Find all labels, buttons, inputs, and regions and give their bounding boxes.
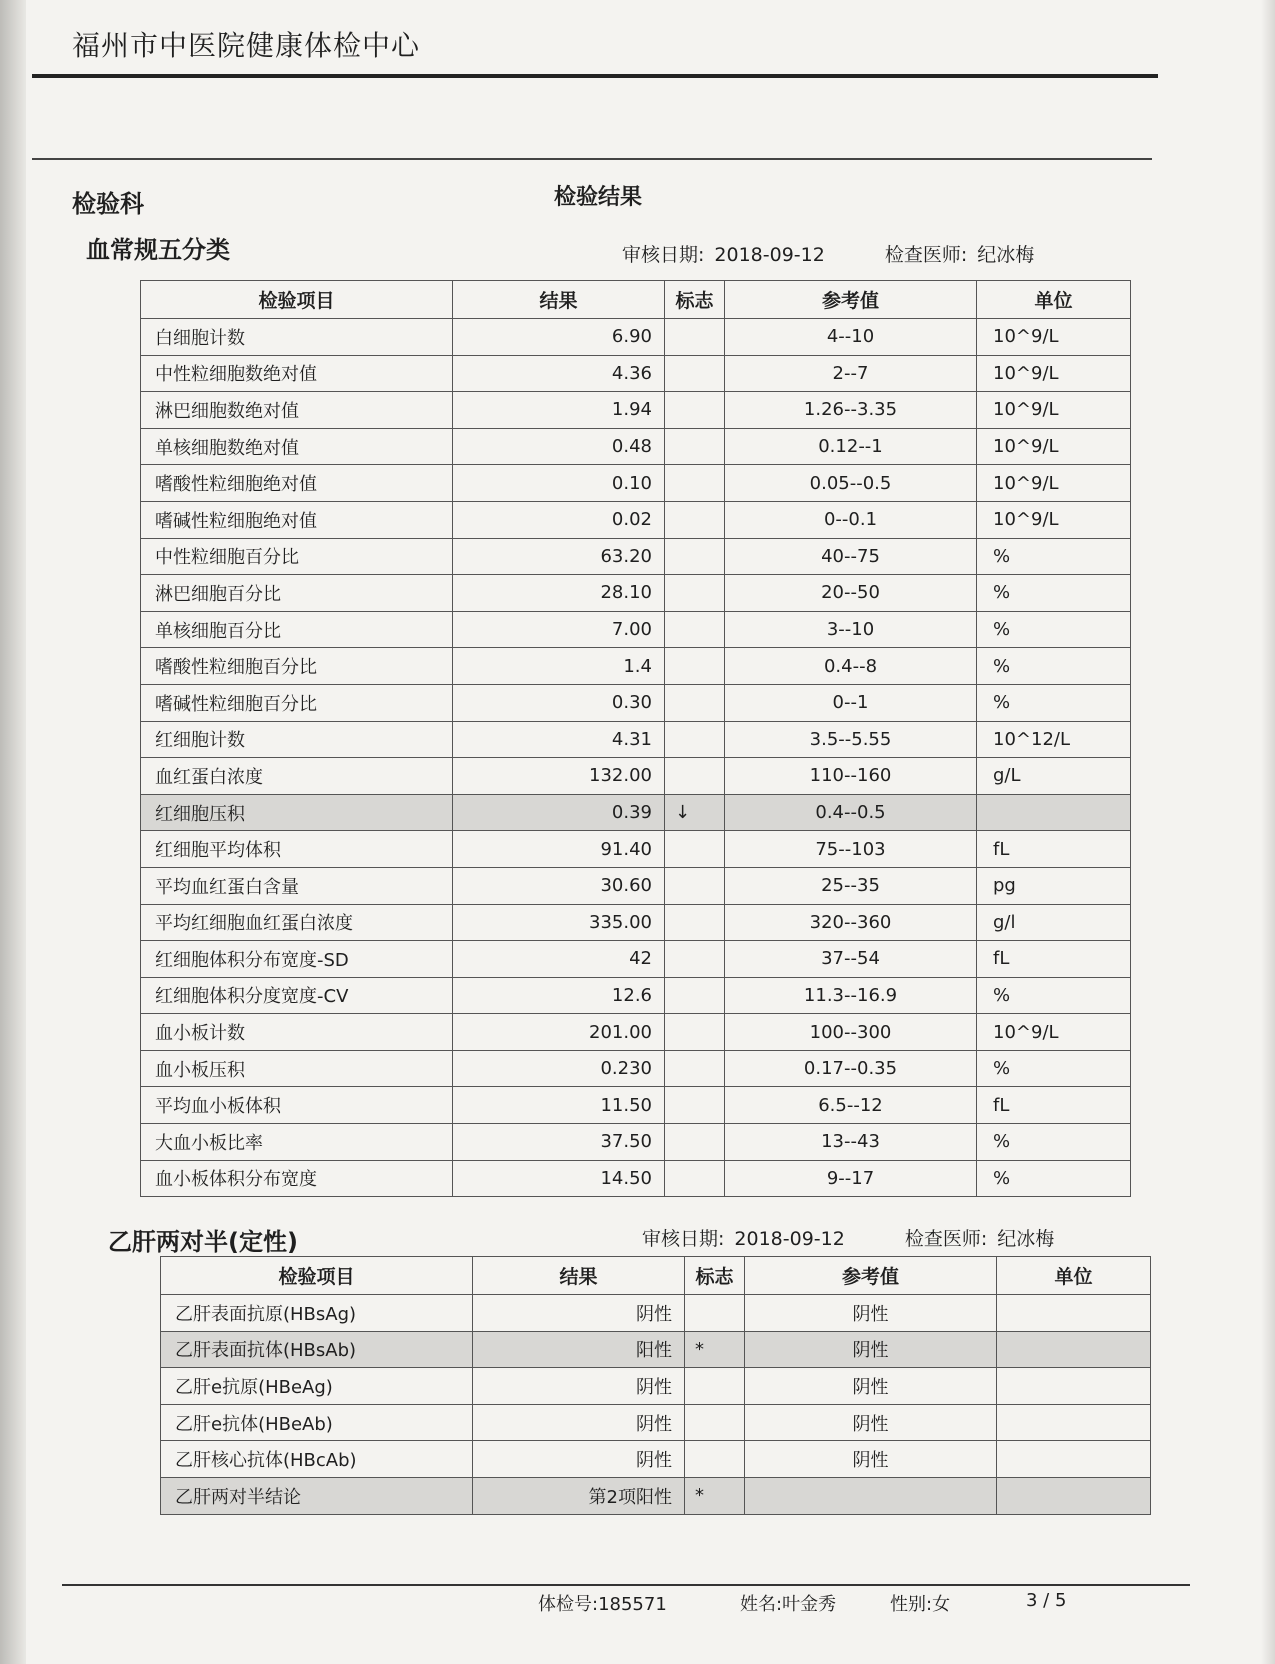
cell-item: 乙肝两对半结论 <box>161 1477 473 1514</box>
review-date-label: 审核日期: <box>622 244 705 266</box>
cell-flag <box>685 1441 745 1478</box>
cell-flag <box>665 392 725 429</box>
col-header-unit: 单位 <box>977 281 1131 319</box>
doctor-name: 纪冰梅 <box>977 244 1035 266</box>
table-row <box>141 575 1131 612</box>
cell-unit: % <box>977 648 1131 685</box>
cell-result: 14.50 <box>453 1160 665 1197</box>
cell-flag <box>665 1014 725 1051</box>
col-header-result: 结果 <box>453 281 665 319</box>
cell-result: 4.31 <box>453 721 665 758</box>
cell-item: 平均血红蛋白含量 <box>141 867 453 904</box>
cell-item: 白细胞计数 <box>141 319 453 356</box>
cell-item: 血小板压积 <box>141 1050 453 1087</box>
cell-result: 阴性 <box>473 1295 685 1332</box>
cell-ref: 110--160 <box>725 758 977 795</box>
hbv-table <box>160 1256 1151 1515</box>
cell-ref: 4--10 <box>725 319 977 356</box>
col-header-item: 检验项目 <box>141 281 453 319</box>
table-row <box>141 1124 1131 1161</box>
cell-item: 单核细胞数绝对值 <box>141 428 453 465</box>
cell-unit: % <box>977 538 1131 575</box>
section-meta-cbc <box>622 240 1034 267</box>
cell-unit: fL <box>977 941 1131 978</box>
review-date-label: 审核日期: <box>642 1228 725 1250</box>
cell-item: 乙肝e抗体(HBeAb) <box>161 1404 473 1441</box>
cell-unit <box>977 794 1131 831</box>
cell-unit: 10^9/L <box>977 465 1131 502</box>
cell-flag <box>685 1295 745 1332</box>
cell-ref: 0.05--0.5 <box>725 465 977 502</box>
cell-unit: % <box>977 575 1131 612</box>
table-row <box>141 721 1131 758</box>
section-meta-hbv <box>642 1224 1054 1251</box>
cell-flag <box>665 648 725 685</box>
footer-rule <box>62 1584 1190 1586</box>
table-row <box>141 1087 1131 1124</box>
footer-exam-no <box>538 1590 667 1616</box>
cell-unit: % <box>977 1124 1131 1161</box>
cell-unit: g/L <box>977 758 1131 795</box>
table-row <box>161 1441 1151 1478</box>
table-row <box>141 392 1131 429</box>
col-header-item: 检验项目 <box>161 1257 473 1295</box>
table-row <box>141 977 1131 1014</box>
cell-unit <box>997 1404 1151 1441</box>
hbv-table-body <box>161 1295 1151 1515</box>
table-row <box>141 428 1131 465</box>
cell-unit: % <box>977 684 1131 721</box>
cell-unit: 10^9/L <box>977 428 1131 465</box>
cell-item: 单核细胞百分比 <box>141 611 453 648</box>
table-row <box>141 1014 1131 1051</box>
table-row <box>141 758 1131 795</box>
section-title-cbc: 血常规五分类 <box>86 236 230 264</box>
exam-no-label: 体检号: <box>538 1594 599 1615</box>
cell-item: 嗜碱性粒细胞绝对值 <box>141 501 453 538</box>
cell-flag <box>665 941 725 978</box>
cell-flag <box>665 319 725 356</box>
cell-ref: 11.3--16.9 <box>725 977 977 1014</box>
cell-flag <box>665 867 725 904</box>
col-header-reference: 参考值 <box>725 281 977 319</box>
cell-ref: 0--0.1 <box>725 501 977 538</box>
cell-result: 阳性 <box>473 1331 685 1368</box>
cell-item: 乙肝核心抗体(HBcAb) <box>161 1441 473 1478</box>
cell-flag <box>665 831 725 868</box>
cell-ref: 0--1 <box>725 684 977 721</box>
cell-result: 11.50 <box>453 1087 665 1124</box>
cell-item: 乙肝表面抗原(HBsAg) <box>161 1295 473 1332</box>
cell-unit: 10^9/L <box>977 392 1131 429</box>
table-row <box>141 831 1131 868</box>
table-row <box>141 904 1131 941</box>
cell-unit: 10^9/L <box>977 1014 1131 1051</box>
cell-unit <box>997 1441 1151 1478</box>
cell-unit: fL <box>977 1087 1131 1124</box>
gender-label: 性别: <box>890 1594 933 1615</box>
cell-result: 335.00 <box>453 904 665 941</box>
department-label: 检验科 <box>72 190 144 218</box>
cell-result: 201.00 <box>453 1014 665 1051</box>
results-title: 检验结果 <box>554 185 643 210</box>
table-row <box>141 611 1131 648</box>
cell-result: 28.10 <box>453 575 665 612</box>
cell-item: 淋巴细胞数绝对值 <box>141 392 453 429</box>
cell-flag <box>665 1124 725 1161</box>
cell-ref: 0.17--0.35 <box>725 1050 977 1087</box>
cell-ref: 阴性 <box>745 1331 997 1368</box>
cell-item: 嗜酸性粒细胞绝对值 <box>141 465 453 502</box>
page-number: 3 / 5 <box>1026 1590 1067 1611</box>
cell-flag: * <box>685 1331 745 1368</box>
table-row <box>161 1404 1151 1441</box>
cell-ref: 100--300 <box>725 1014 977 1051</box>
cell-result: 12.6 <box>453 977 665 1014</box>
cell-unit <box>997 1477 1151 1514</box>
cell-result: 阴性 <box>473 1441 685 1478</box>
cell-item: 乙肝e抗原(HBeAg) <box>161 1368 473 1405</box>
cell-unit: pg <box>977 867 1131 904</box>
cell-result: 42 <box>453 941 665 978</box>
cell-ref: 20--50 <box>725 575 977 612</box>
table-row <box>141 501 1131 538</box>
cbc-table-body <box>141 319 1131 1197</box>
cell-result: 7.00 <box>453 611 665 648</box>
cell-ref: 3--10 <box>725 611 977 648</box>
cell-result: 0.48 <box>453 428 665 465</box>
col-header-result: 结果 <box>473 1257 685 1295</box>
col-header-flag: 标志 <box>685 1257 745 1295</box>
cell-result: 第2项阳性 <box>473 1477 685 1514</box>
table-row <box>141 941 1131 978</box>
table-row <box>141 319 1131 356</box>
cell-ref: 0.4--0.5 <box>725 794 977 831</box>
doctor-label: 检查医师: <box>904 1228 988 1250</box>
cell-item: 中性粒细胞数绝对值 <box>141 355 453 392</box>
cbc-table <box>140 280 1131 1197</box>
cell-result: 6.90 <box>453 319 665 356</box>
cell-result: 阴性 <box>473 1368 685 1405</box>
col-header-flag: 标志 <box>665 281 725 319</box>
cell-ref: 1.26--3.35 <box>725 392 977 429</box>
name-label: 姓名: <box>740 1594 783 1615</box>
section-title-hbv: 乙肝两对半(定性) <box>108 1228 298 1256</box>
table-row <box>141 1160 1131 1197</box>
cell-flag <box>665 355 725 392</box>
cell-flag <box>665 684 725 721</box>
review-date: 2018-09-12 <box>734 1228 845 1250</box>
cell-ref: 3.5--5.55 <box>725 721 977 758</box>
cell-unit: g/l <box>977 904 1131 941</box>
cell-flag <box>665 904 725 941</box>
table-row <box>141 867 1131 904</box>
cell-flag <box>665 501 725 538</box>
cell-flag <box>665 721 725 758</box>
cell-unit: % <box>977 611 1131 648</box>
cell-unit: % <box>977 1160 1131 1197</box>
cell-ref: 320--360 <box>725 904 977 941</box>
table-header-row <box>161 1257 1151 1295</box>
cell-unit: 10^12/L <box>977 721 1131 758</box>
table-row <box>141 355 1131 392</box>
patient-gender: 女 <box>932 1594 951 1615</box>
cell-result: 91.40 <box>453 831 665 868</box>
cell-ref: 9--17 <box>725 1160 977 1197</box>
cell-item: 血小板体积分布宽度 <box>141 1160 453 1197</box>
cell-flag: * <box>685 1477 745 1514</box>
table-row <box>141 648 1131 685</box>
cell-result: 63.20 <box>453 538 665 575</box>
cell-result: 0.30 <box>453 684 665 721</box>
cell-item: 红细胞计数 <box>141 721 453 758</box>
cell-ref: 75--103 <box>725 831 977 868</box>
cell-item: 大血小板比率 <box>141 1124 453 1161</box>
table-row <box>141 465 1131 502</box>
cell-unit: fL <box>977 831 1131 868</box>
cell-item: 嗜碱性粒细胞百分比 <box>141 684 453 721</box>
table-header-row <box>141 281 1131 319</box>
cell-flag <box>685 1404 745 1441</box>
cell-flag <box>665 1087 725 1124</box>
cell-result: 132.00 <box>453 758 665 795</box>
cell-result: 1.94 <box>453 392 665 429</box>
cell-ref: 40--75 <box>725 538 977 575</box>
header-rule <box>32 74 1158 78</box>
footer-name <box>740 1590 836 1616</box>
cell-result: 阴性 <box>473 1404 685 1441</box>
cell-flag <box>665 538 725 575</box>
cell-ref: 阴性 <box>745 1368 997 1405</box>
table-row <box>141 538 1131 575</box>
cell-ref: 37--54 <box>725 941 977 978</box>
cell-ref <box>745 1477 997 1514</box>
cell-ref: 阴性 <box>745 1295 997 1332</box>
patient-name: 叶金秀 <box>782 1594 837 1615</box>
table-row <box>161 1368 1151 1405</box>
cell-item: 红细胞体积分布宽度-SD <box>141 941 453 978</box>
table-row <box>141 1050 1131 1087</box>
cell-flag <box>665 575 725 612</box>
cell-result: 4.36 <box>453 355 665 392</box>
cell-unit: % <box>977 1050 1131 1087</box>
cell-item: 红细胞体积分度宽度-CV <box>141 977 453 1014</box>
cell-item: 平均血小板体积 <box>141 1087 453 1124</box>
table-row <box>161 1295 1151 1332</box>
cell-ref: 阴性 <box>745 1404 997 1441</box>
book-spine-shadow <box>0 0 26 1664</box>
cell-unit: 10^9/L <box>977 355 1131 392</box>
cell-unit <box>997 1331 1151 1368</box>
cell-ref: 0.4--8 <box>725 648 977 685</box>
table-row <box>161 1331 1151 1368</box>
table-row <box>141 794 1131 831</box>
page-edge-shadow <box>1261 0 1275 1664</box>
cell-flag <box>665 428 725 465</box>
cell-flag <box>665 465 725 502</box>
cell-item: 红细胞压积 <box>141 794 453 831</box>
cell-item: 平均红细胞血红蛋白浓度 <box>141 904 453 941</box>
cell-item: 血红蛋白浓度 <box>141 758 453 795</box>
cell-flag <box>665 1160 725 1197</box>
cell-item: 红细胞平均体积 <box>141 831 453 868</box>
table-row <box>141 684 1131 721</box>
cell-unit: 10^9/L <box>977 501 1131 538</box>
cell-flag <box>685 1368 745 1405</box>
hospital-name: 福州市中医院健康体检中心 <box>72 29 421 62</box>
col-header-reference: 参考值 <box>745 1257 997 1295</box>
cell-result: 30.60 <box>453 867 665 904</box>
cell-ref: 6.5--12 <box>725 1087 977 1124</box>
cell-ref: 25--35 <box>725 867 977 904</box>
review-date: 2018-09-12 <box>714 244 825 266</box>
cell-result: 0.02 <box>453 501 665 538</box>
cell-item: 嗜酸性粒细胞百分比 <box>141 648 453 685</box>
cell-flag <box>665 977 725 1014</box>
doctor-label: 检查医师: <box>884 244 968 266</box>
cell-flag <box>665 1050 725 1087</box>
cell-result: 0.10 <box>453 465 665 502</box>
footer-gender <box>890 1590 950 1616</box>
cell-ref: 13--43 <box>725 1124 977 1161</box>
cell-result: 1.4 <box>453 648 665 685</box>
cell-unit <box>997 1295 1151 1332</box>
cell-ref: 2--7 <box>725 355 977 392</box>
cell-flag: ↓ <box>665 794 725 831</box>
cell-item: 乙肝表面抗体(HBsAb) <box>161 1331 473 1368</box>
col-header-unit: 单位 <box>997 1257 1151 1295</box>
cell-result: 0.230 <box>453 1050 665 1087</box>
cell-item: 淋巴细胞百分比 <box>141 575 453 612</box>
section-rule <box>32 158 1152 160</box>
cell-item: 血小板计数 <box>141 1014 453 1051</box>
cell-result: 37.50 <box>453 1124 665 1161</box>
doctor-name: 纪冰梅 <box>997 1228 1055 1250</box>
cell-unit: % <box>977 977 1131 1014</box>
cell-result: 0.39 <box>453 794 665 831</box>
cell-ref: 阴性 <box>745 1441 997 1478</box>
cell-unit <box>997 1368 1151 1405</box>
cell-flag <box>665 611 725 648</box>
cell-item: 中性粒细胞百分比 <box>141 538 453 575</box>
cell-flag <box>665 758 725 795</box>
table-row <box>161 1477 1151 1514</box>
cell-unit: 10^9/L <box>977 319 1131 356</box>
exam-no: 185571 <box>598 1594 667 1615</box>
cell-ref: 0.12--1 <box>725 428 977 465</box>
